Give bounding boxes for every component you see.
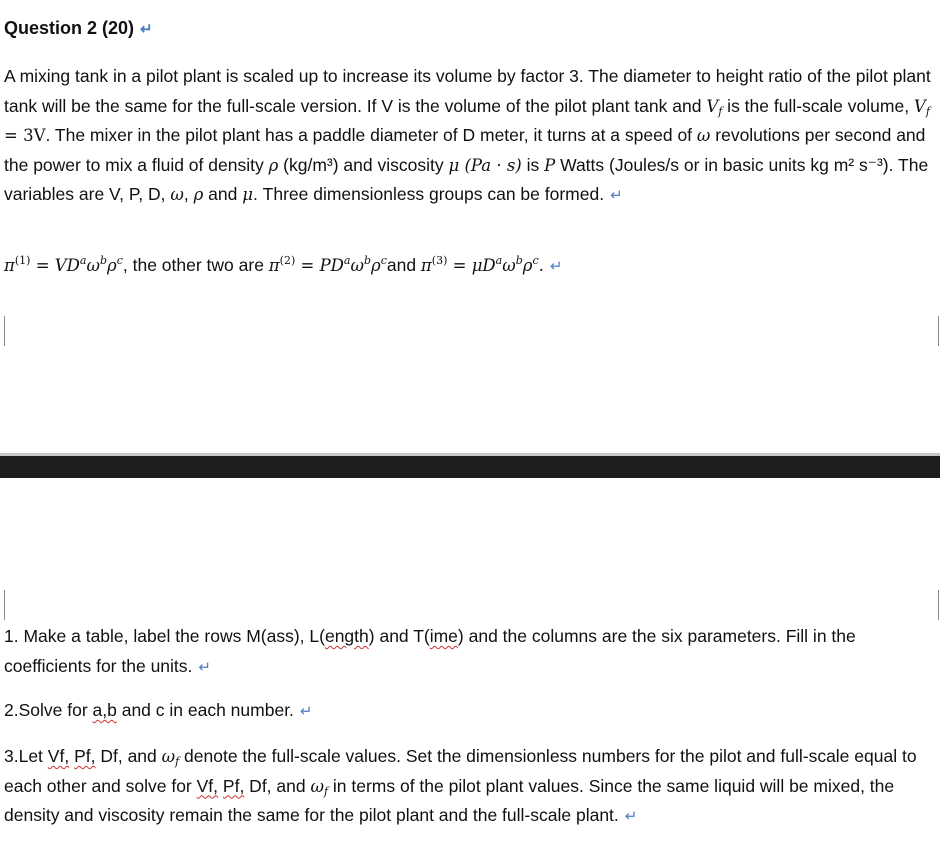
page-corner-left bbox=[4, 590, 5, 620]
text-cursor-left bbox=[4, 316, 5, 346]
return-mark-icon: ↵ bbox=[140, 21, 153, 38]
page-break-bar bbox=[0, 456, 940, 478]
problem-statement: A mixing tank in a pilot plant is scaled up to increase its volume by factor 3. The diameter to height ratio of the pilot plant tank will be the same for the full-scale version. If V is the volume of the pilot plant tank and $V_f$ is the full-scale volume, $V_f = 3V$. The mixer in the pilot plant has a paddle diameter of D meter, it turns at a speed of ω revolutions per second and the power to mix a fluid of density ρ (kg/m³) and viscosity μ (Pa · s) is P Watts (Joules/s or in basic units kg m² s⁻³). The variables are V, P, D, ω, ρ and μ. Three dimensionless groups can be formed. ↵ bbox=[4, 66, 931, 204]
return-mark-icon: ↵ bbox=[299, 703, 313, 720]
pi1-equation: $\pi^{(1)} = VD^a\omega^b\rho^c$ bbox=[4, 254, 123, 275]
page-corner-right bbox=[938, 590, 939, 620]
return-mark-icon: ↵ bbox=[549, 258, 563, 275]
question-2: 2.Solve for a,b and c in each number. ↵ bbox=[4, 700, 313, 720]
dimensionless-groups-equations: $\pi^{(1)} = VD^a\omega^b\rho^c$, the other two are $\pi^{(2)} = PD^a\omega^b\rho^cand$ $\pi^{(3)} = \mu D^a\omega^b\rho^c$. ↵ bbox=[4, 254, 563, 275]
return-mark-icon: ↵ bbox=[610, 187, 623, 204]
vf-symbol: $V_f$ bbox=[706, 96, 723, 118]
text-cursor-right bbox=[938, 316, 939, 346]
question-heading: Question 2 (20) ↵ bbox=[4, 18, 153, 38]
vf-equation: $V_f = 3V$ bbox=[4, 96, 930, 145]
pi2-equation: $\pi^{(2)} = PD^a\omega^b\rho^c$ bbox=[268, 254, 387, 275]
question-1: 1. Make a table, label the rows M(ass), L(ength) and T(ime) and the columns are the six parameters. Fill in the coefficients for the units. ↵ bbox=[4, 626, 856, 676]
return-mark-icon: ↵ bbox=[198, 658, 211, 676]
return-mark-icon: ↵ bbox=[624, 808, 638, 825]
pi3-equation: $\pi^{(3)} = \mu D^a\omega^b\rho^c$. bbox=[420, 254, 544, 275]
question-3: 3.Let Vf, Pf, Df, and $\omega_f$ denote the full-scale values. Set the dimensionless numbers for the pilot and full-scale equal to each other and solve for Vf, Pf, Df, and $\omega_f$ in terms of the pilot plant values. Since the same liquid will be mixed, the density and viscosity remain the same for the pilot plant and the full-scale plant. ↵ bbox=[4, 746, 917, 825]
